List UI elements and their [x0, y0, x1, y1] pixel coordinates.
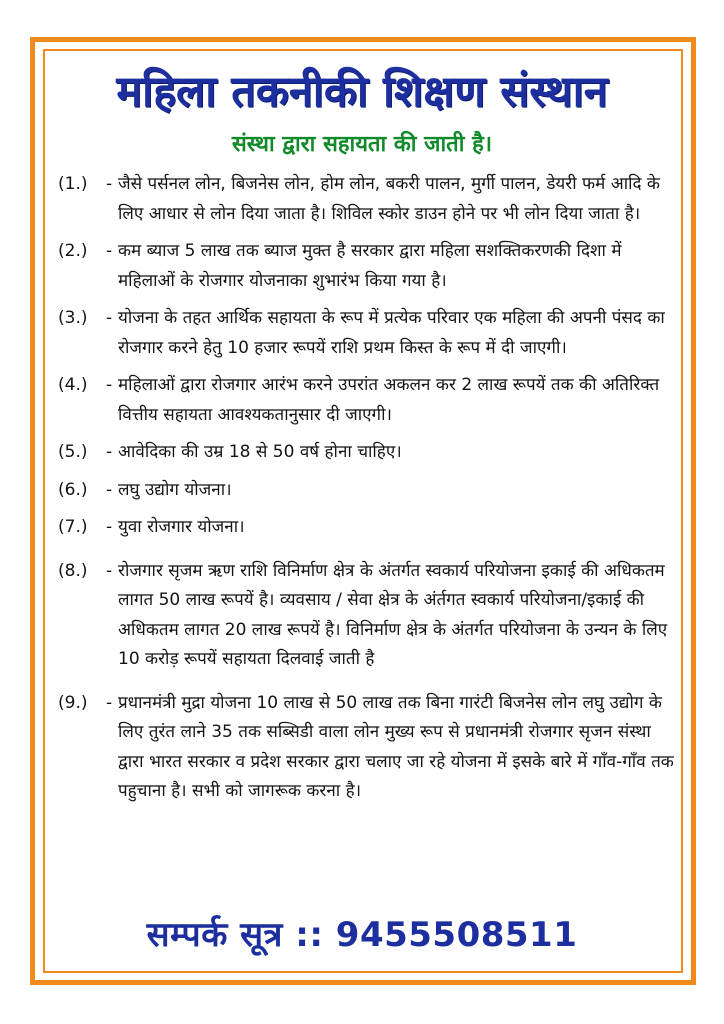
item-dash: - — [106, 174, 113, 194]
item-text: कम ब्याज 5 लाख तक ब्याज मुक्त है सरकार द्वारा महिला सशक्तिकरणकी दिशा में महिलाओं के रोजगार योजनाका शुभारंभ किया गया है। — [118, 241, 622, 291]
item-text: लघु उद्योग योजना। — [118, 479, 232, 500]
item-number: (3.) — [58, 308, 88, 328]
page-title: महिला तकनीकी शिक्षण संस्थान — [116, 67, 608, 117]
item-text: जैसे पर्सनल लोन, बिजनेस लोन, होम लोन, बकरी पालन, मुर्गी पालन, डेयरी फर्म आदि के लिए आधार से लोन दिया जाता है। शिविल स्कोर डाउन होने पर भी लोन दिया जाता है। — [118, 174, 660, 224]
item-dash: - — [106, 442, 113, 462]
list-item-9 — [58, 689, 680, 807]
item-number: (9.) — [58, 692, 88, 713]
item-text: रोजगार सृजम ऋण राशि विनिर्माण क्षेत्र के अंतर्गत स्वकार्य परियोजना इकाई की अधिकतम लागत 50 लाख रूपयें है। व्यवसाय / सेवा क्षेत्र के अंर्तगत स्वकार्य परियोजना/इकाई की अधिकतम लागत 20 लाख रूपयें है। विनिर्माण क्षेत्र के अंतर्गत परियोजना के उन्यन के लिए 10 करोड़ रूपयें सहायता दिलवाई जाती है — [118, 560, 668, 669]
list-item-1 — [58, 170, 680, 229]
item-text: युवा रोजगार योजना। — [118, 517, 245, 537]
list-item-2 — [58, 237, 680, 296]
item-number: (7.) — [58, 517, 88, 537]
item-dash: - — [106, 241, 113, 261]
item-number: (5.) — [58, 442, 88, 462]
list-item-5 — [58, 438, 680, 468]
item-number: (8.) — [58, 560, 88, 581]
page-subtitle: संस्था द्वारा सहायता की जाती है। — [231, 132, 493, 157]
item-number: (4.) — [58, 375, 88, 395]
item-dash: - — [106, 517, 113, 537]
item-dash: - — [106, 479, 113, 500]
contact-info: सम्पर्क सूत्र :: 9455508511 — [146, 915, 578, 955]
item-number: (6.) — [58, 479, 88, 500]
list-item-3 — [58, 304, 680, 363]
item-list — [58, 170, 680, 807]
item-number: (1.) — [58, 174, 88, 194]
item-dash: - — [106, 560, 113, 581]
list-item-8 — [58, 557, 680, 675]
item-text: आवेदिका की उम्र 18 से 50 वर्ष होना चाहिए। — [118, 442, 402, 462]
item-dash: - — [106, 308, 113, 328]
item-number: (2.) — [58, 241, 88, 261]
item-text: योजना के तहत आर्थिक सहायता के रूप में प्रत्येक परिवार एक महिला की अपनी पंसद का रोजगार करने हेतु 10 हजार रूपयें राशि प्रथम किस्त के रूप में दी जाएगी। — [118, 308, 665, 358]
item-dash: - — [106, 375, 113, 395]
item-dash: - — [106, 692, 113, 713]
list-item-7 — [58, 513, 680, 543]
item-text: प्रधानमंत्री मुद्रा योजना 10 लाख से 50 लाख तक बिना गारंटी बिजनेस लोन लघु उद्योग के लिए तुरंत लाने 35 तक सब्सिडी वाला लोन मुख्य रूप से प्रधानमंत्री रोजगार सृजन संस्था द्वारा भारत सरकार व प्रदेश सरकार द्वारा चलाए जा रहे योजना में इसके बारे में गाँव-गाँव तक पहुचाना है। सभी को जागरूक करना है। — [118, 692, 674, 801]
list-item-4 — [58, 371, 680, 430]
list-item-6 — [58, 476, 680, 506]
item-text: महिलाओं द्वारा रोजगार आरंभ करने उपरांत अकलन कर 2 लाख रूपयें तक की अतिरिक्त वित्तीय सहायता आवश्यकतानुसार दी जाएगी। — [118, 375, 660, 425]
